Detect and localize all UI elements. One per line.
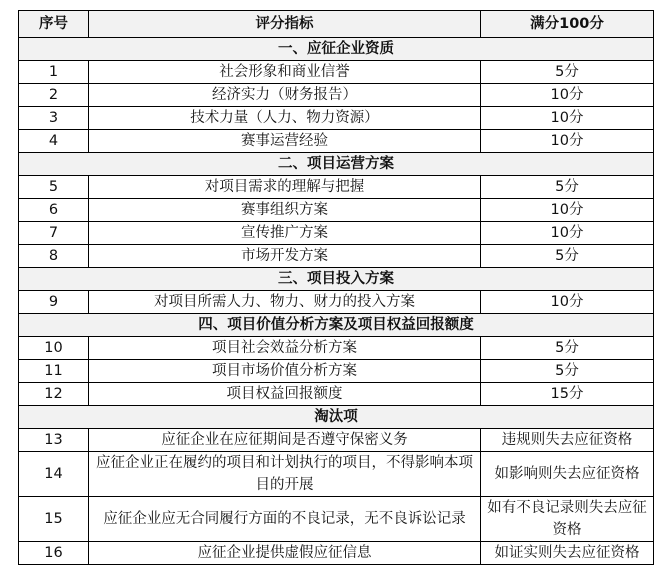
- section-row: [19, 268, 654, 291]
- row-score: 如影响则失去应征资格: [481, 452, 654, 497]
- row-criterion: 应征企业在应征期间是否遵守保密义务: [89, 429, 481, 452]
- row-score: 10分: [481, 291, 654, 314]
- section-row: [19, 38, 654, 61]
- row-criterion: 宣传推广方案: [89, 222, 481, 245]
- row-score: 10分: [481, 107, 654, 130]
- row-number: 14: [19, 452, 89, 497]
- table-row: [19, 176, 654, 199]
- table-row: [19, 542, 654, 565]
- section-row: [19, 406, 654, 429]
- table-row: [19, 360, 654, 383]
- table-row: [19, 337, 654, 360]
- table-row: [19, 61, 654, 84]
- row-score: 10分: [481, 130, 654, 153]
- table-row: [19, 222, 654, 245]
- row-criterion: 项目社会效益分析方案: [89, 337, 481, 360]
- row-score: 10分: [481, 84, 654, 107]
- scoring-table: [18, 10, 654, 565]
- row-criterion: 应征企业提供虚假应征信息: [89, 542, 481, 565]
- row-criterion: 社会形象和商业信誉: [89, 61, 481, 84]
- row-number: 5: [19, 176, 89, 199]
- row-number: 16: [19, 542, 89, 565]
- row-number: 7: [19, 222, 89, 245]
- row-number: 11: [19, 360, 89, 383]
- row-criterion: 对项目所需人力、物力、财力的投入方案: [89, 291, 481, 314]
- header-score: 满分100分: [481, 11, 654, 38]
- row-criterion: 经济实力（财务报告）: [89, 84, 481, 107]
- row-score: 15分: [481, 383, 654, 406]
- row-number: 9: [19, 291, 89, 314]
- row-criterion: 项目权益回报额度: [89, 383, 481, 406]
- table-row: [19, 383, 654, 406]
- header-number: 序号: [19, 11, 89, 38]
- table-row: [19, 291, 654, 314]
- row-criterion: 市场开发方案: [89, 245, 481, 268]
- row-number: 13: [19, 429, 89, 452]
- row-score: 10分: [481, 222, 654, 245]
- section-title: 二、项目运营方案: [19, 153, 654, 176]
- row-number: 15: [19, 497, 89, 542]
- section-row: [19, 314, 654, 337]
- row-number: 2: [19, 84, 89, 107]
- row-criterion: 技术力量（人力、物力资源）: [89, 107, 481, 130]
- row-score: 5分: [481, 245, 654, 268]
- section-title: 一、应征企业资质: [19, 38, 654, 61]
- section-row: [19, 153, 654, 176]
- row-criterion: 赛事组织方案: [89, 199, 481, 222]
- section-title: 四、项目价值分析方案及项目权益回报额度: [19, 314, 654, 337]
- table-row: [19, 245, 654, 268]
- row-score: 违规则失去应征资格: [481, 429, 654, 452]
- table-row: [19, 84, 654, 107]
- section-title: 淘汰项: [19, 406, 654, 429]
- row-score: 5分: [481, 360, 654, 383]
- row-number: 8: [19, 245, 89, 268]
- header-criterion: 评分指标: [89, 11, 481, 38]
- row-score: 10分: [481, 199, 654, 222]
- row-score: 5分: [481, 61, 654, 84]
- table-row: [19, 107, 654, 130]
- row-score: 如证实则失去应征资格: [481, 542, 654, 565]
- row-number: 10: [19, 337, 89, 360]
- row-number: 4: [19, 130, 89, 153]
- row-criterion: 项目市场价值分析方案: [89, 360, 481, 383]
- row-number: 1: [19, 61, 89, 84]
- row-criterion: 对项目需求的理解与把握: [89, 176, 481, 199]
- row-score: 如有不良记录则失去应征资格: [481, 497, 654, 542]
- row-score: 5分: [481, 176, 654, 199]
- table-row: [19, 199, 654, 222]
- table-row: [19, 452, 654, 497]
- row-number: 12: [19, 383, 89, 406]
- header-row: [19, 11, 654, 38]
- row-number: 3: [19, 107, 89, 130]
- section-title: 三、项目投入方案: [19, 268, 654, 291]
- row-criterion: 应征企业正在履约的项目和计划执行的项目，不得影响本项目的开展: [89, 452, 481, 497]
- table-row: [19, 497, 654, 542]
- row-criterion: 应征企业应无合同履行方面的不良记录，无不良诉讼记录: [89, 497, 481, 542]
- table-row: [19, 429, 654, 452]
- row-score: 5分: [481, 337, 654, 360]
- table-row: [19, 130, 654, 153]
- row-number: 6: [19, 199, 89, 222]
- row-criterion: 赛事运营经验: [89, 130, 481, 153]
